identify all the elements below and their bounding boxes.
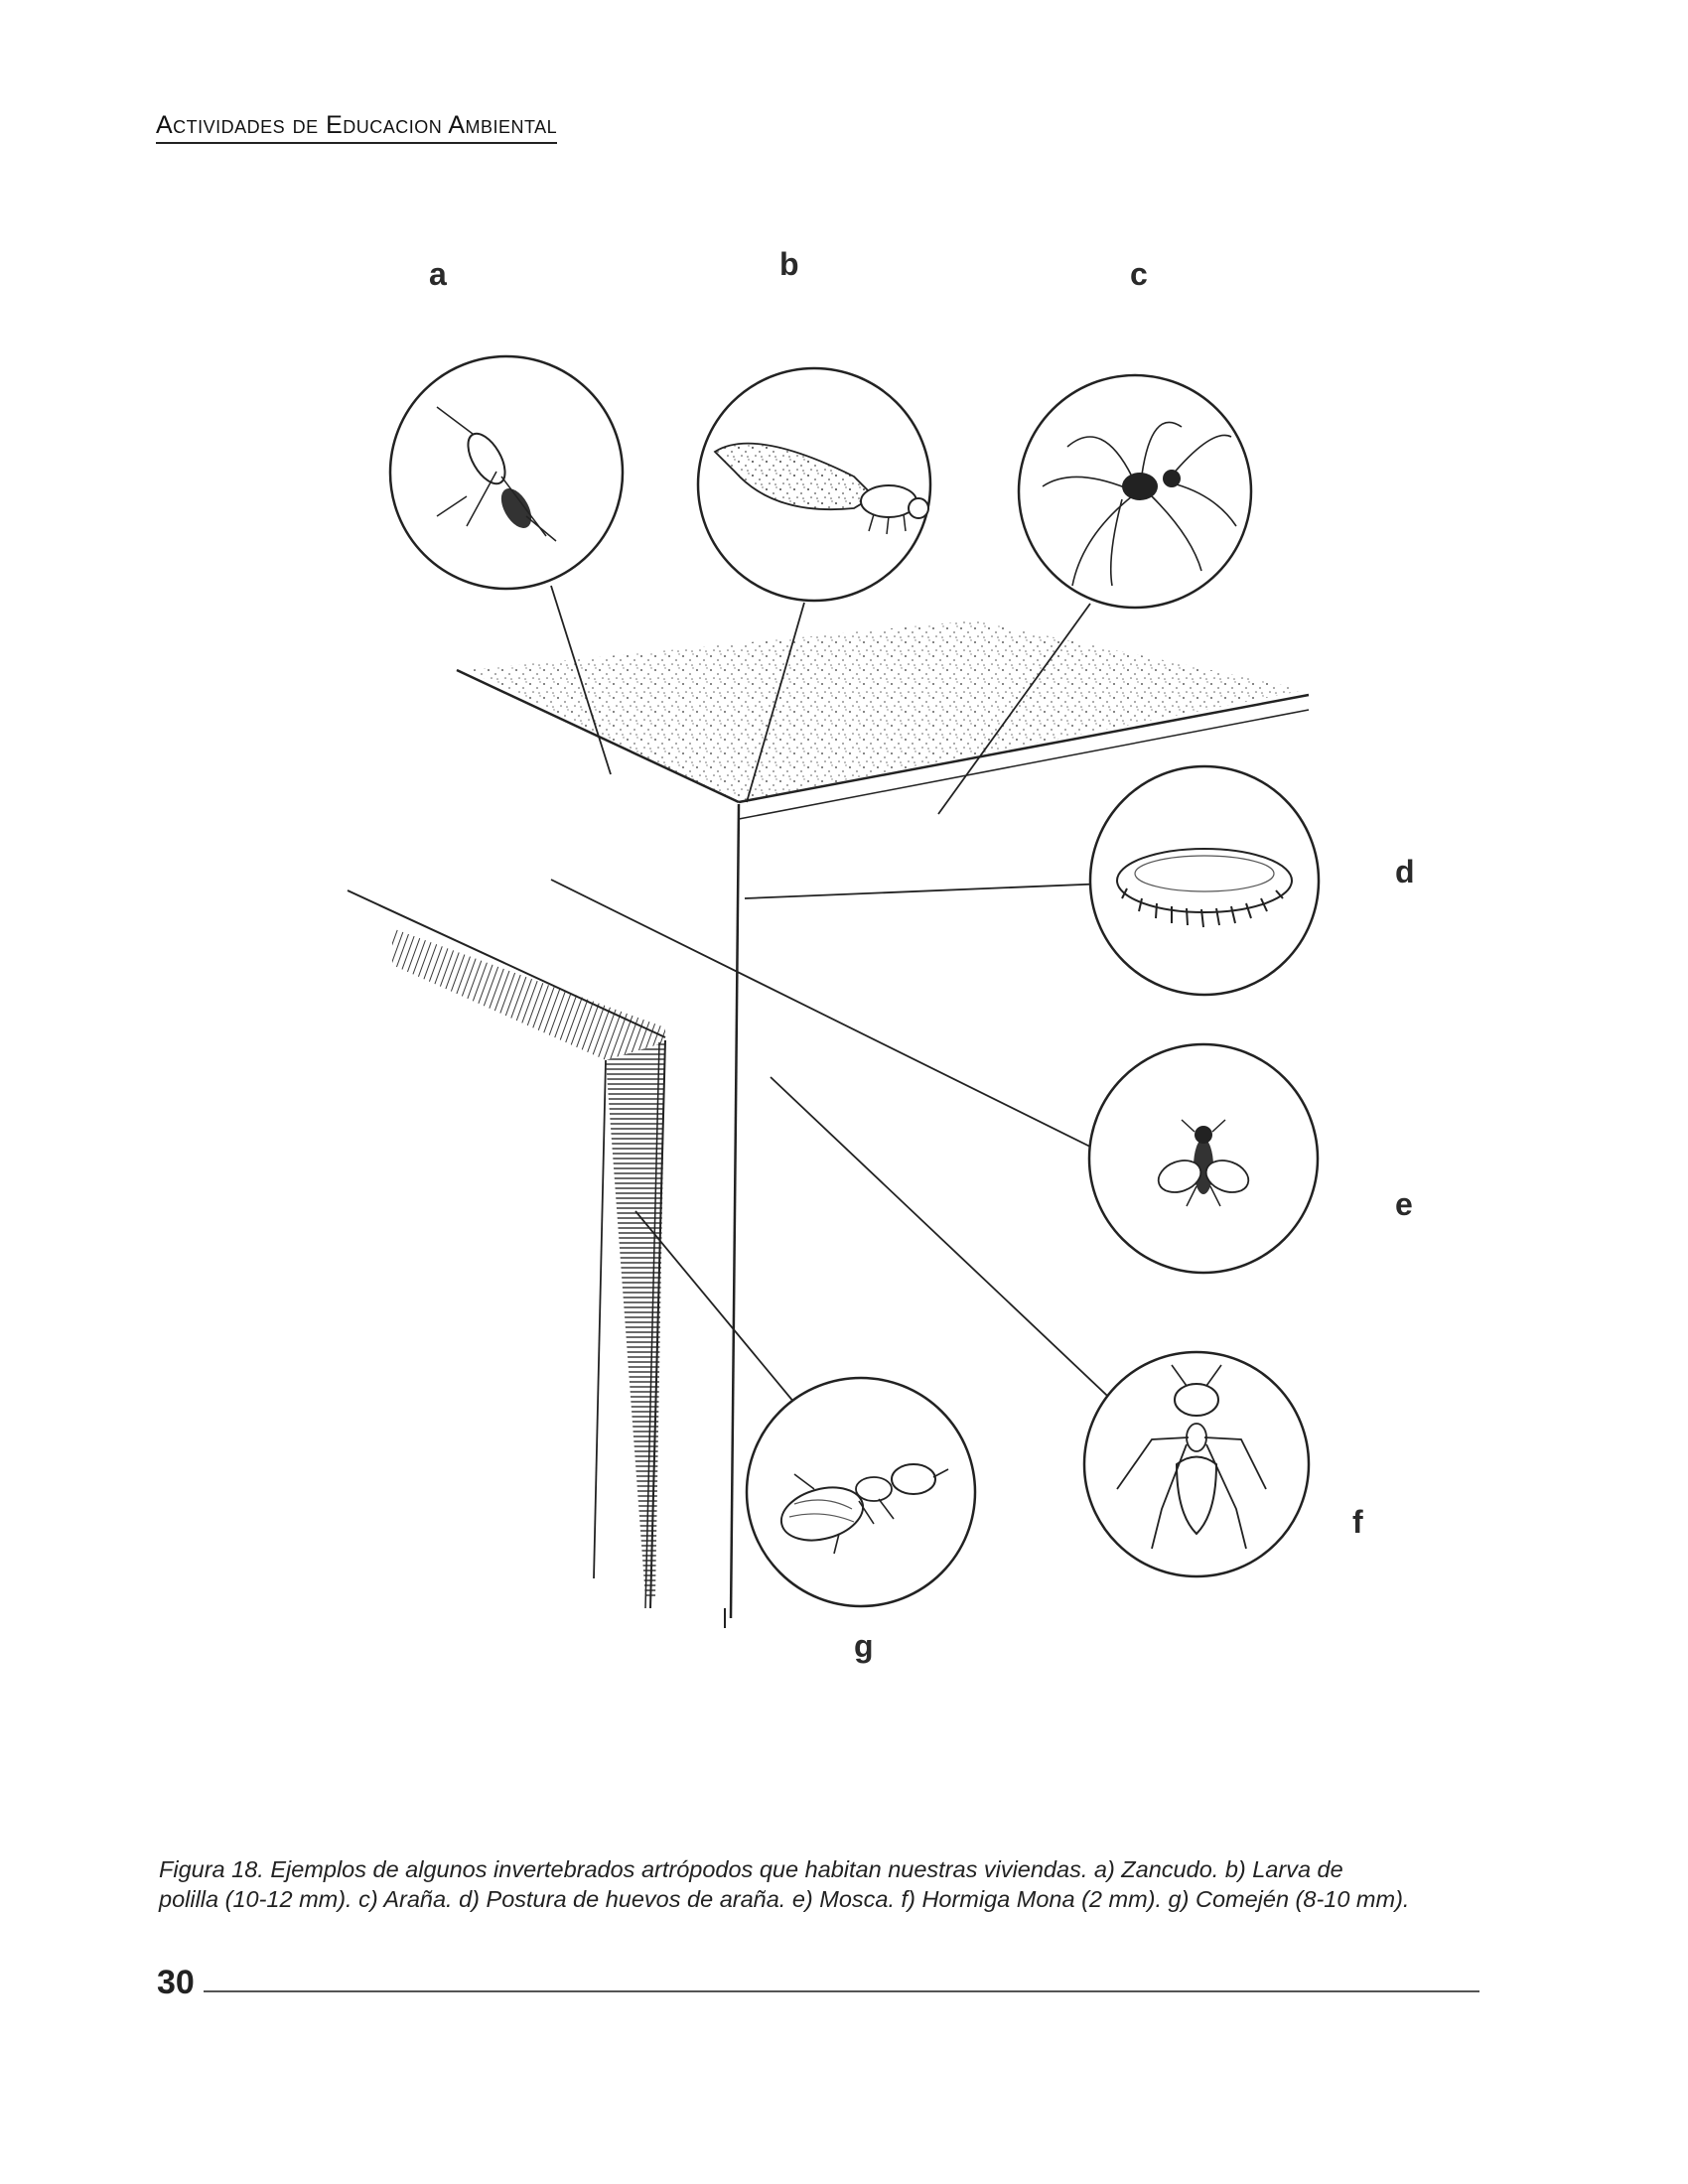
fly-icon [1089, 1044, 1318, 1273]
caption-line-1: Figura 18. Ejemplos de algunos invertebrados artrópodos que habitan nuestras viviendas. a) Zancudo. b) Larva de [159, 1856, 1343, 1882]
label-d: d [1395, 854, 1415, 889]
egg-sac-icon [1090, 766, 1319, 995]
figure-caption [159, 1854, 1489, 1914]
ant-icon [1084, 1352, 1309, 1576]
wall-corner [725, 804, 739, 1628]
footer-rule [204, 1990, 1479, 1992]
door-frame [348, 890, 665, 1608]
label-c: c [1130, 256, 1148, 292]
label-b: b [779, 246, 799, 282]
label-g: g [854, 1628, 874, 1664]
spider-icon [1019, 375, 1251, 608]
page-number: 30 [157, 1964, 195, 2001]
moth-larva-icon [698, 368, 930, 601]
termite-icon [747, 1378, 975, 1606]
mosquito-icon [390, 356, 623, 589]
label-a: a [429, 256, 447, 292]
running-header: Actividades de Educacion Ambiental [156, 111, 557, 144]
label-f: f [1352, 1504, 1363, 1540]
label-e: e [1395, 1186, 1413, 1222]
caption-line-2: polilla (10-12 mm). c) Araña. d) Postura de huevos de araña. e) Mosca. f) Hormiga Mona (2 mm). g) Comején (8-10 mm). [159, 1886, 1410, 1912]
